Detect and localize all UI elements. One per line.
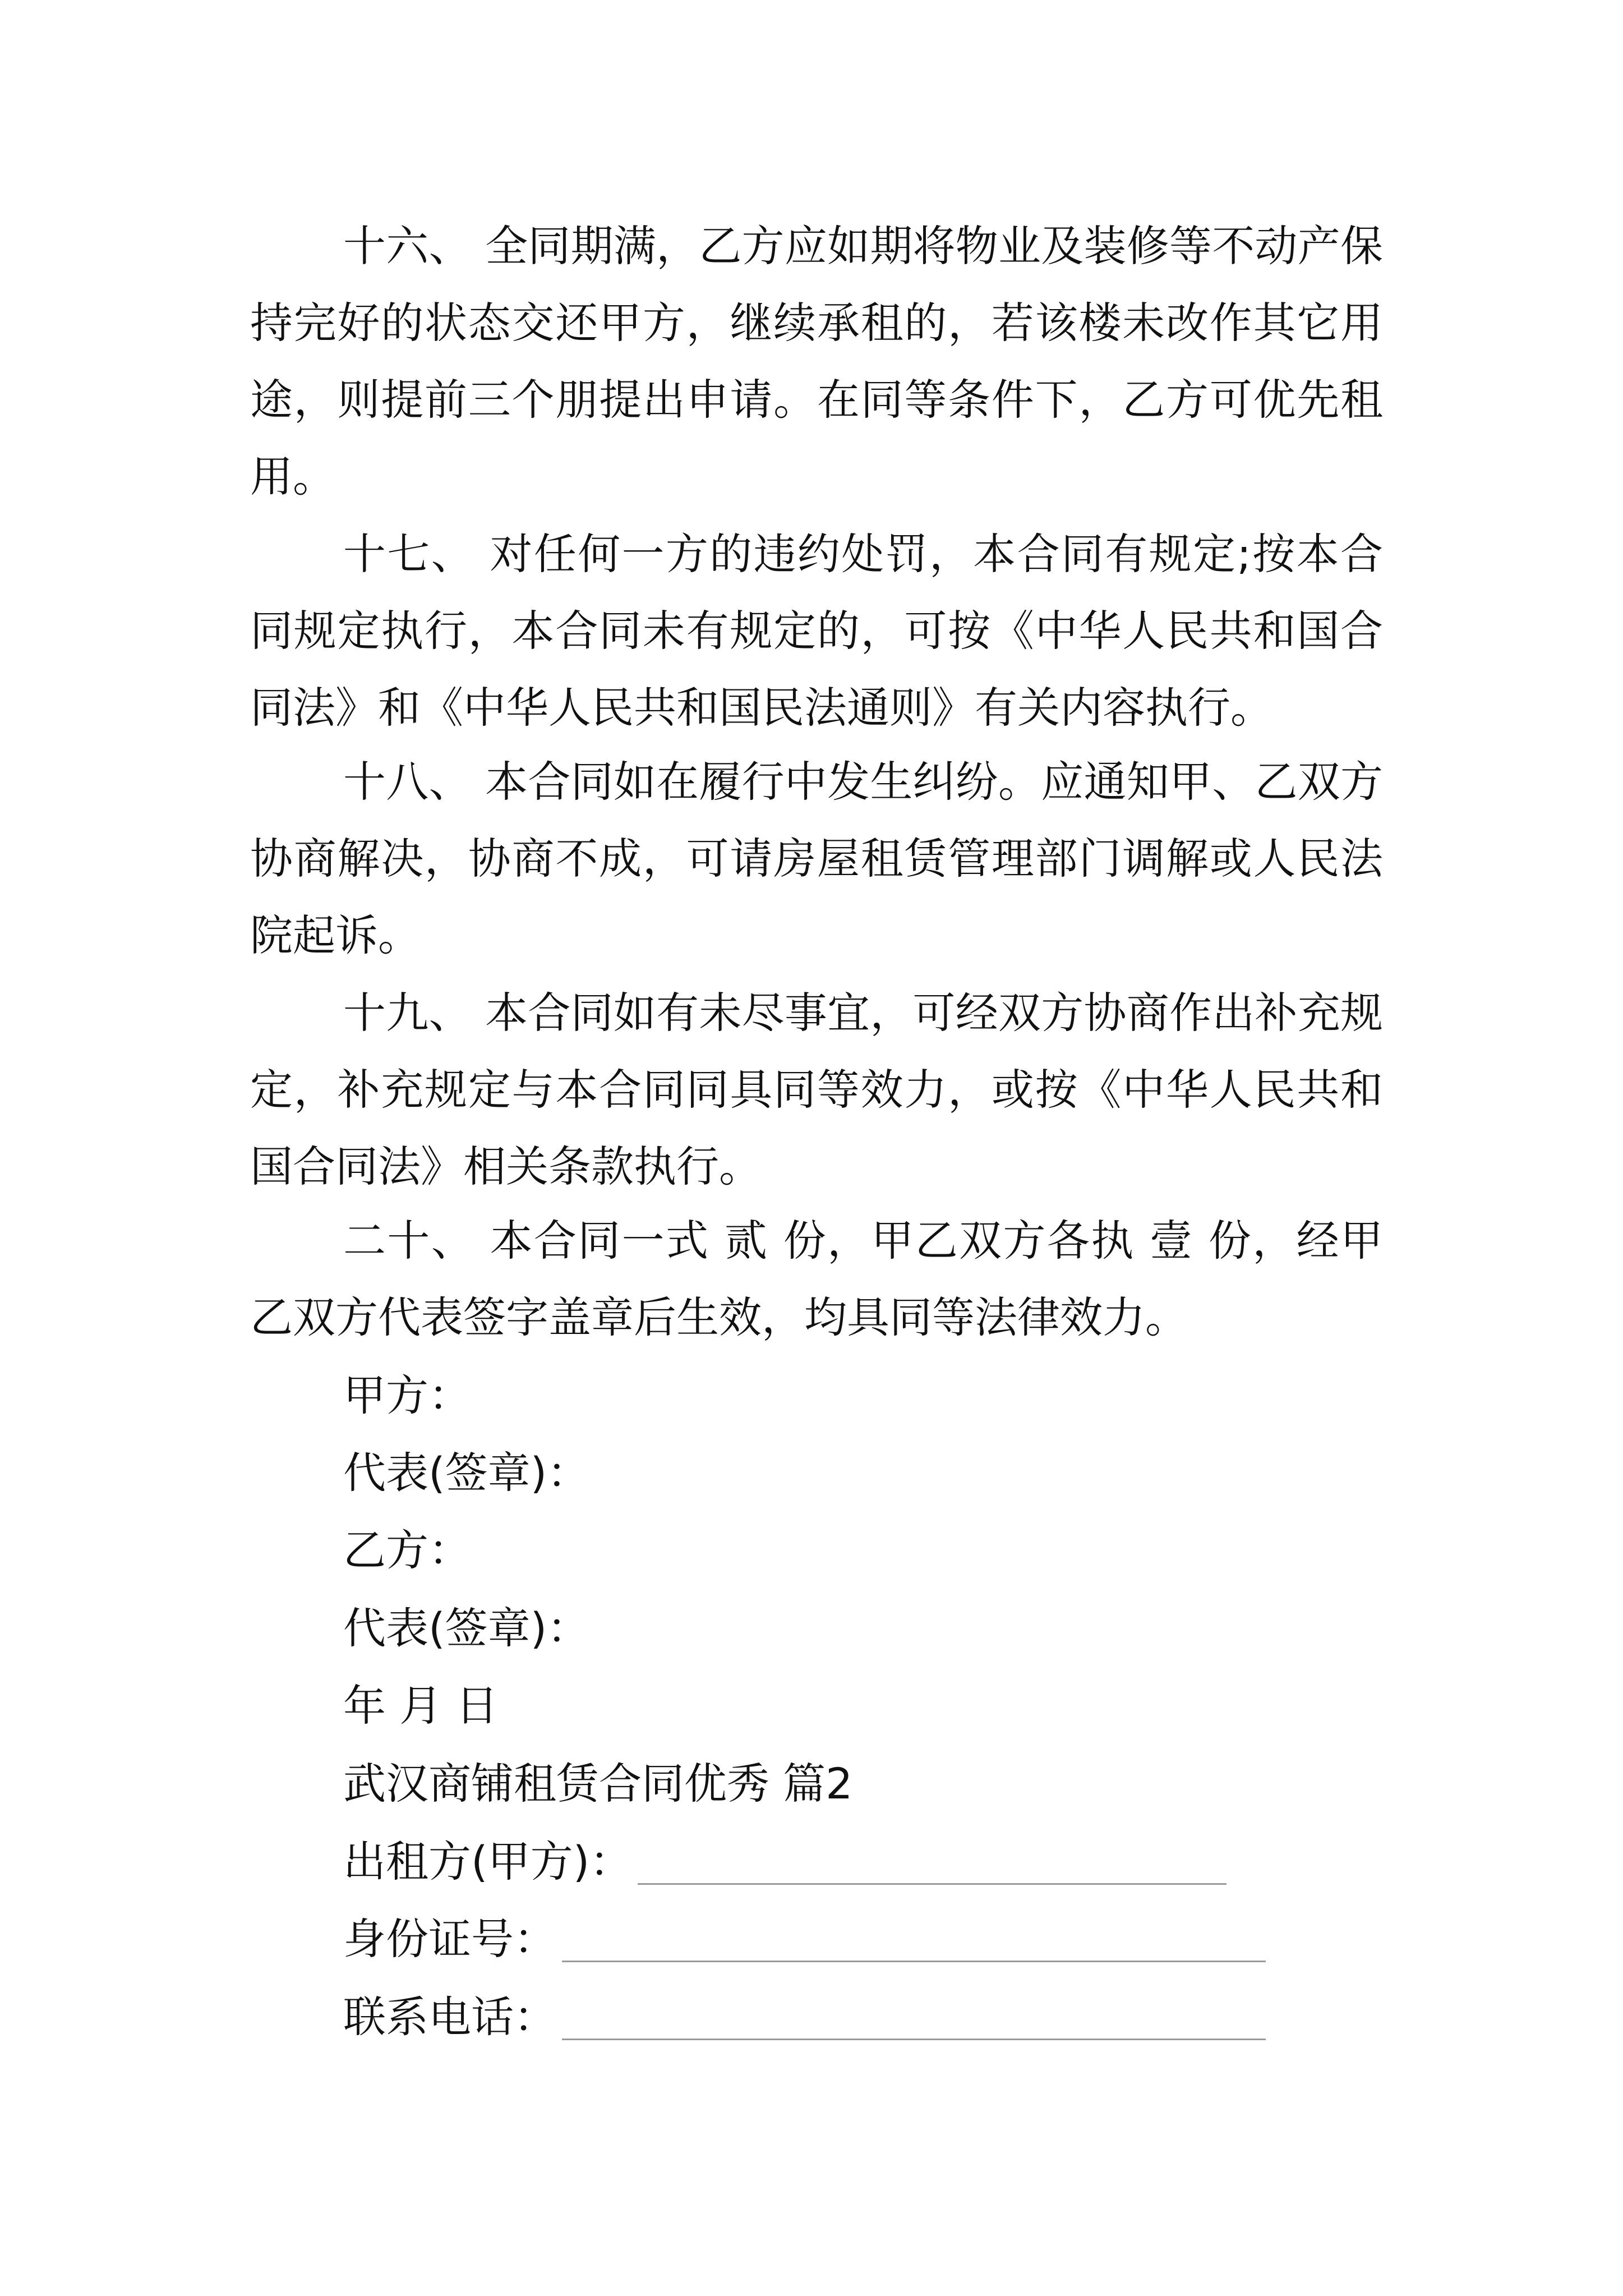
party-b-label: 乙方： xyxy=(343,1525,471,1575)
clause-17: 十七、 对任何一方的违约处罚，本合同有规定;按本合同规定执行，本合同未有规定的，可按《中华人民共和国合同法》和《中华人民共和国民法通则》有关内容执行。 xyxy=(250,529,1383,733)
section-title: 武汉商铺租赁合同优秀 篇2 xyxy=(343,1759,853,1809)
phone-label: 联系电话： xyxy=(343,1992,556,2042)
id-number-label: 身份证号： xyxy=(343,1914,556,1964)
party-a-rep-label: 代表(签章)： xyxy=(343,1448,590,1498)
id-number-blank-line[interactable] xyxy=(562,1927,1266,1962)
party-b-rep-label: 代表(签章)： xyxy=(343,1603,590,1653)
phone-field xyxy=(343,1978,1266,2055)
clause-20: 二十、 本合同一式 贰 份，甲乙双方各执 壹 份，经甲乙双方代表签字盖章后生效，均具同等法律效力。 xyxy=(250,1216,1383,1342)
phone-blank-line[interactable] xyxy=(562,2005,1266,2040)
party-a-label: 甲方： xyxy=(343,1370,471,1420)
lessor-blank-line[interactable] xyxy=(638,1849,1227,1885)
clause-19: 十九、 本合同如有未尽事宜，可经双方协商作出补充规定，补充规定与本合同同具同等效力，或按《中华人民共和国合同法》相关条款执行。 xyxy=(250,988,1383,1191)
date-line: 年 月 日 xyxy=(343,1681,499,1731)
clause-18: 十八、 本合同如在履行中发生纠纷。应通知甲、乙双方协商解决，协商不成，可请房屋租赁管理部门调解或人民法院起诉。 xyxy=(250,757,1383,960)
clause-16: 十六、 全同期满，乙方应如期将物业及装修等不动产保持完好的状态交还甲方，继续承租的，若该楼未改作其它用途，则提前三个朋提出申请。在同等条件下，乙方可优先租用。 xyxy=(250,221,1383,501)
lessor-label: 出租方(甲方)： xyxy=(343,1837,633,1887)
lessor-field xyxy=(343,1823,1227,1900)
id-number-field xyxy=(343,1901,1266,1977)
